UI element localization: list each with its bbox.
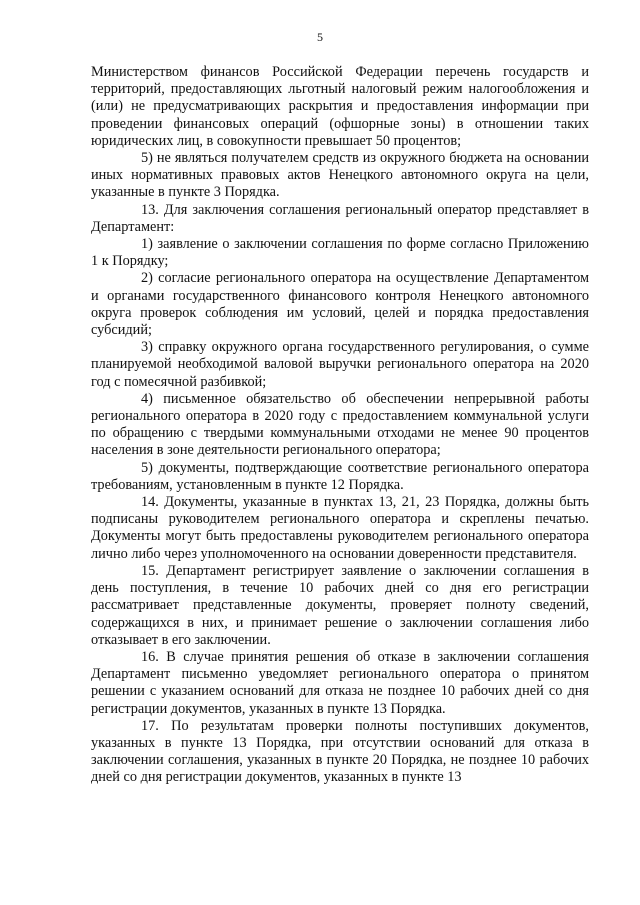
paragraph-13-item-4: 4) письменное обязательство об обеспечении непрерывной работы регионального оператора в 2020 году с предоставлением коммунальной услуги по обращению с твердыми коммунальными отходами не менее 90 процентов населения в зоне деятельности регионального оператора; xyxy=(91,390,589,459)
paragraph-13-item-1: 1) заявление о заключении соглашения по форме согласно Приложению 1 к Порядку; xyxy=(91,236,589,270)
paragraph-13-item-3: 3) справку окружного органа государственного регулирования, о сумме планируемой необходимой валовой выручки регионального оператора на 2020 год с помесячной разбивкой; xyxy=(91,339,589,390)
paragraph-14: 14. Документы, указанные в пунктах 13, 21, 23 Порядка, должны быть подписаны руководителем регионального оператора и скреплены печатью. Документы могут быть предоставлены руководителем регионального оператора лично либо через уполномоченного на основании доверенности представителя. xyxy=(91,494,589,562)
paragraph-17: 17. По результатам проверки полноты поступивших документов, указанных в пункте 13 Порядка, при отсутствии оснований для отказа в заключении соглашения, указанных в пункте 20 Порядка, не позднее 10 рабочих дней со дня регистрации документов, указанных в пункте 13 xyxy=(91,717,589,786)
paragraph-15: 15. Департамент регистрирует заявление о заключении соглашения в день поступления, в течение 10 рабочих дней со дня его регистрации рассматривает представленные документы, проверяет полноту сведений, содержащихся в них, и принимает решение о заключении соглашения либо отказывает в его заключении. xyxy=(91,562,589,648)
paragraph-item-5-no-other-funding: 5) не являться получателем средств из окружного бюджета на основании иных нормативных правовых актов Ненецкого автономного округа на цели, указанные в пункте 3 Порядка. xyxy=(91,150,589,201)
page-number: 5 xyxy=(317,30,323,44)
paragraph-13-item-5: 5) документы, подтверждающие соответствие регионального оператора требованиям, установленным в пункте 12 Порядка. xyxy=(91,459,589,493)
document-body xyxy=(91,64,589,787)
paragraph-13-item-2: 2) согласие регионального оператора на осуществление Департаментом и органами государственного финансового контроля Ненецкого автономного округа проверок соблюдения им условий, целей и порядка предоставления субсидий; xyxy=(91,270,589,339)
paragraph-16: 16. В случае принятия решения об отказе в заключении соглашения Департамент письменно уведомляет регионального оператора о принятом решении с указанием оснований для отказа не позднее 10 рабочих дней со дня регистрации документов, указанных в пункте 13 Порядка. xyxy=(91,648,589,717)
paragraph-continuation: Министерством финансов Российской Федерации перечень государств и территорий, предоставляющих льготный налоговый режим налогообложения и (или) не предусматривающих раскрытия и предоставления информации при проведении финансовых операций (офшорные зоны) в отношении таких юридических лиц, в совокупности превышает 50 процентов; xyxy=(91,64,589,149)
paragraph-13: 13. Для заключения соглашения региональный оператор представляет в Департамент: xyxy=(91,201,589,235)
